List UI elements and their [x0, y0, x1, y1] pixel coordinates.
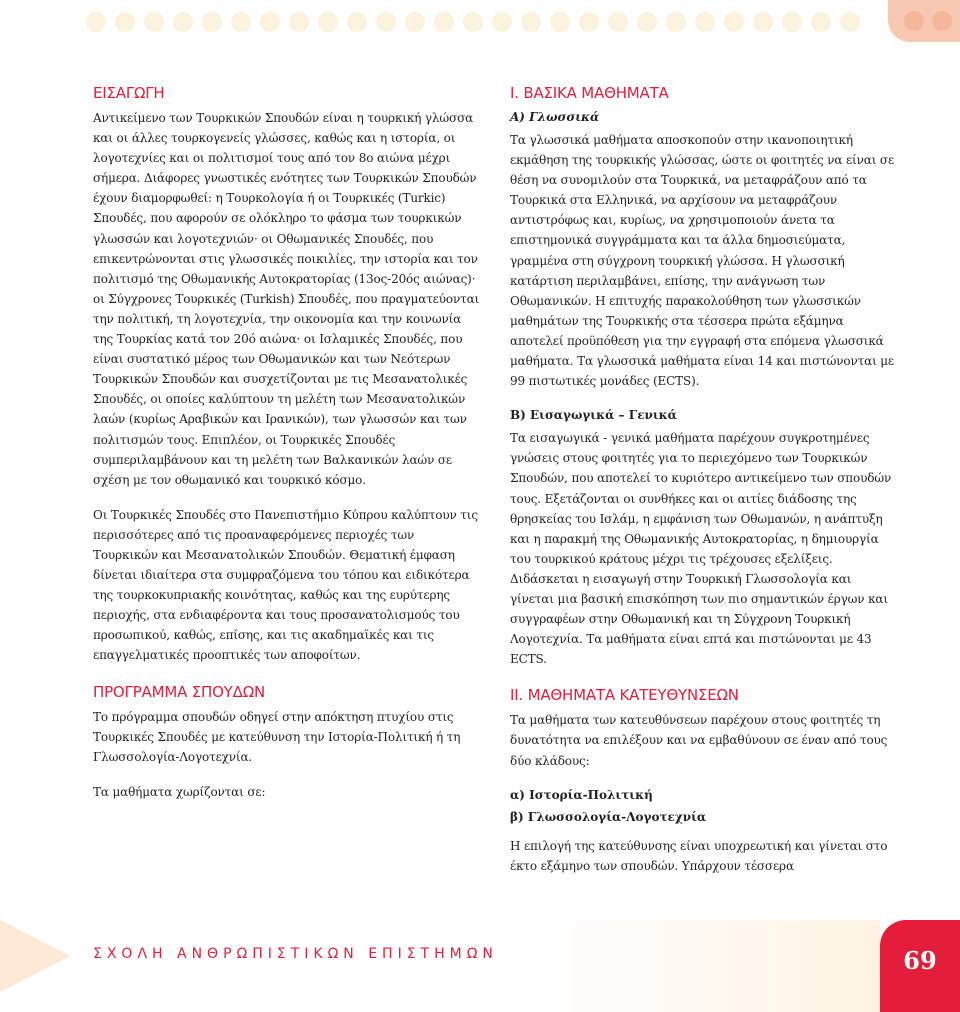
decorative-dot: [782, 12, 802, 32]
intro-paragraph-2: Οι Τουρκικές Σπουδές στο Πανεπιστήμιο Κύπρου καλύπτουν τις περισσότερες από τις προαναφερόμενες περιοχές των Τουρκικών και Μεσανατολικών Σπουδών. Θεματική έμφαση δίνεται ιδιαίτερα στα συμφραζόμενα του τόπου και ειδικότερα της τουρκοκυπριακής κοινότητας, καθώς και της ευρύτερης περιοχής, στα ενδιαφέροντα και τους προσανατολισμούς του προσωπικού, καθώς, επίσης, και τις ακαδημαϊκές και τις επαγγελματικές προοπτικές των αποφοίτων.: [93, 507, 478, 663]
decorative-dot: [695, 12, 715, 32]
program-paragraph-1: Το πρόγραμμα σπουδών οδηγεί στην απόκτηση πτυχίου στις Τουρκικές Σπουδές με κατεύθυνση την Ιστορία-Πολιτική ή τη Γλωσσολογία-Λογοτεχνία.: [93, 709, 461, 764]
decorative-dot: [405, 12, 425, 32]
decorative-dot: [811, 12, 831, 32]
decorative-dot: [231, 12, 251, 32]
decorative-dot: [753, 12, 773, 32]
decorative-dot: [904, 11, 924, 31]
direction-option-history: α) Ιστορία-Πολιτική: [510, 787, 653, 802]
direction-paragraph-2: Η επιλογή της κατεύθυνσης είναι υποχρεωτική και γίνεται στο έκτο εξάμηνο των σπουδών. Υπάρχουν τέσσερα: [510, 838, 888, 873]
decorative-dot: [202, 12, 222, 32]
direction-paragraph: Τα μαθήματα των κατευθύνσεων παρέχουν στους φοιτητές τη δυνατότητα να επιλέξουν και να εμβαθύνουν σε έναν από τους δύο κλάδους:: [510, 713, 888, 768]
footer-band: [0, 920, 880, 1012]
decorative-dot: [260, 12, 280, 32]
decorative-dot: [318, 12, 338, 32]
linguistic-subheading: Α) Γλωσσικά: [510, 110, 600, 124]
linguistic-paragraph: Τα γλωσσικά μαθήματα αποσκοπούν στην ικανοποιητική εκμάθηση της τουρκικής γλώσσας, ώστε οι φοιτητές να είναι σε θέση να συνομιλούν στα Τουρκικά, να μεταφράζουν από τα Τουρκικά στα Ελληνικά, να αρχίσουν να μεταφράζουν αντιστρόφως και, κυρίως, να χρησιμοποιούν άνετα τα επιστημονικά συγγράμματα και τα άλλα δημοσιεύματα, γραμμένα στη σύγχρονη τουρκική γλώσσα. Η γλωσσική κατάρτιση περιλαμβάνει, επίσης, την ανάγνωση των Οθωμανικών. Η επιτυχής παρακολούθηση των γλωσσικών μαθημάτων της Τουρκικής στα τέσσερα πρώτα εξάμηνα αποτελεί προϋπόθεση για την εγγραφή στα επόμενα γλωσσικά μαθήματα. Τα γλωσσικά μαθήματα είναι 14 και πιστώνονται με 99 πιστωτικές μονάδες (ECTS).: [510, 133, 895, 389]
corner-tab: [888, 0, 960, 42]
decorative-dot: [521, 12, 541, 32]
intro-paragraph-1: Αντικείμενο των Τουρκικών Σπουδών είναι η τουρκική γλώσσα και οι άλλες τουρκογενείς γλώσσες, καθώς και η ιστορία, οι λογοτεχνίες και οι πολιτισμοί τους από τον 8ο αιώνα μέχρι σήμερα. Διάφορες γνωστικές ενότητες των Τουρκικών Σπουδών έχουν διαμορφωθεί: η Τουρκολογία ή οι Τουρκικές (Turkic) Σπουδές, που αφορούν σε ολόκληρο το φάσμα των τουρκικών γλωσσών και λογοτεχνιών· οι Οθωμανικές Σπουδές, που επικεντρώνονται στις γλωσσικές ποικιλίες, την ιστορία και τον πολιτισμό της Οθωμανικής Αυτοκρατορίας (13ος-20ός αιώνας)· οι Σύγχρονες Τουρκικές (Turkish) Σπουδές, που πραγματεύονται την πολιτική, τη λογοτεχνία, την οικονομία και την κοινωνία της Τουρκίας κατά τον 20ό αιώνα· οι Ισλαμικές Σπουδές, που είναι συστατικό μέρος των Οθωμανικών και των Νεότερων Τουρκικών Σπουδών και συσχετίζονται με τις Μεσανατολικές Σπουδές, οι οποίες καλύπτουν τη μελέτη των Μεσανατολικών λαών (κυρίως Αραβικών και Ιρανικών), των γλωσσών και των πολιτισμών τους. Επιπλέον, οι Τουρκικές Σπουδές συμπεριλαμβάνουν και τη μελέτη των Βαλκανικών λαών σε σχέση με τον οθωμανικό και τουρκικό κόσμο.: [93, 111, 480, 487]
decorative-dot: [666, 12, 686, 32]
direction-option-linguistics: β) Γλωσσολογία-Λογοτεχνία: [510, 809, 707, 824]
decorative-dot: [376, 12, 396, 32]
intro-heading: ΕΙΣΑΓΩΓΗ: [93, 84, 165, 102]
decorative-dot: [932, 11, 952, 31]
decorative-dot: [579, 12, 599, 32]
decorative-dot: [289, 12, 309, 32]
decorative-dot: [608, 12, 628, 32]
decorative-dot: [86, 12, 106, 32]
decorative-dot: [463, 12, 483, 32]
left-column: [93, 82, 481, 817]
right-column: [510, 82, 898, 891]
basic-courses-heading: I. ΒΑΣΙΚΑ ΜΑΘΗΜΑΤΑ: [510, 84, 669, 102]
decorative-dot: [724, 12, 744, 32]
decorative-dot: [144, 12, 164, 32]
decorative-dot: [347, 12, 367, 32]
direction-courses-heading: II. ΜΑΘΗΜΑΤΑ ΚΑΤΕΥΘΥΝΣΕΩΝ: [510, 686, 739, 705]
decorative-dot: [840, 12, 860, 32]
program-heading: ΠΡΟΓΡΑΜΜΑ ΣΠΟΥΔΩΝ: [93, 682, 265, 701]
page-number: 69: [903, 946, 937, 975]
introductory-paragraph: Τα εισαγωγικά - γενικά μαθήματα παρέχουν συγκροτημένες γνώσεις στους φοιτητές για το περιεχόμενο των Τουρκικών Σπουδών, που αποτελεί το κυριότερο αντικείμενο των σπουδών τους. Εξετάζονται οι συνθήκες και οι αιτίες διάδοσης της θρησκείας του Ισλάμ, η εμφάνιση των Οθωμανών, η ανάπτυξη και η παρακμή της Οθωμανικής Αυτοκρατορίας, η δημιουργία του τουρκικού κράτους μέχρι τις τρέχουσες εξελίξεις. Διδάσκεται η εισαγωγή στην Τουρκική Γλωσσολογία και γίνεται μια βασική επισκόπηση των πιο σημαντικών έργων και συγγραφέων στην Οθωμανική και τη Σύγχρονη Τουρκική Λογοτεχνία. Τα μαθήματα είναι επτά και πιστώνονται με 43 ECTS.: [510, 431, 892, 667]
school-name: ΣΧΟΛΗ ΑΝΘΡΩΠΙΣΤΙΚΩΝ ΕΠΙΣΤΗΜΩΝ: [93, 946, 498, 962]
page-footer: [0, 920, 960, 1012]
decorative-dot-row: [0, 0, 960, 44]
footer-triangle-decoration: [0, 920, 70, 992]
program-paragraph-2: Τα μαθήματα χωρίζονται σε:: [93, 784, 266, 799]
page-number-box: [880, 920, 960, 1012]
decorative-dot: [637, 12, 657, 32]
introductory-subheading: Β) Εισαγωγικά – Γενικά: [510, 408, 677, 423]
decorative-dot: [550, 12, 570, 32]
decorative-dot: [434, 12, 454, 32]
decorative-dot: [173, 12, 193, 32]
decorative-dot: [115, 12, 135, 32]
decorative-dot: [492, 12, 512, 32]
